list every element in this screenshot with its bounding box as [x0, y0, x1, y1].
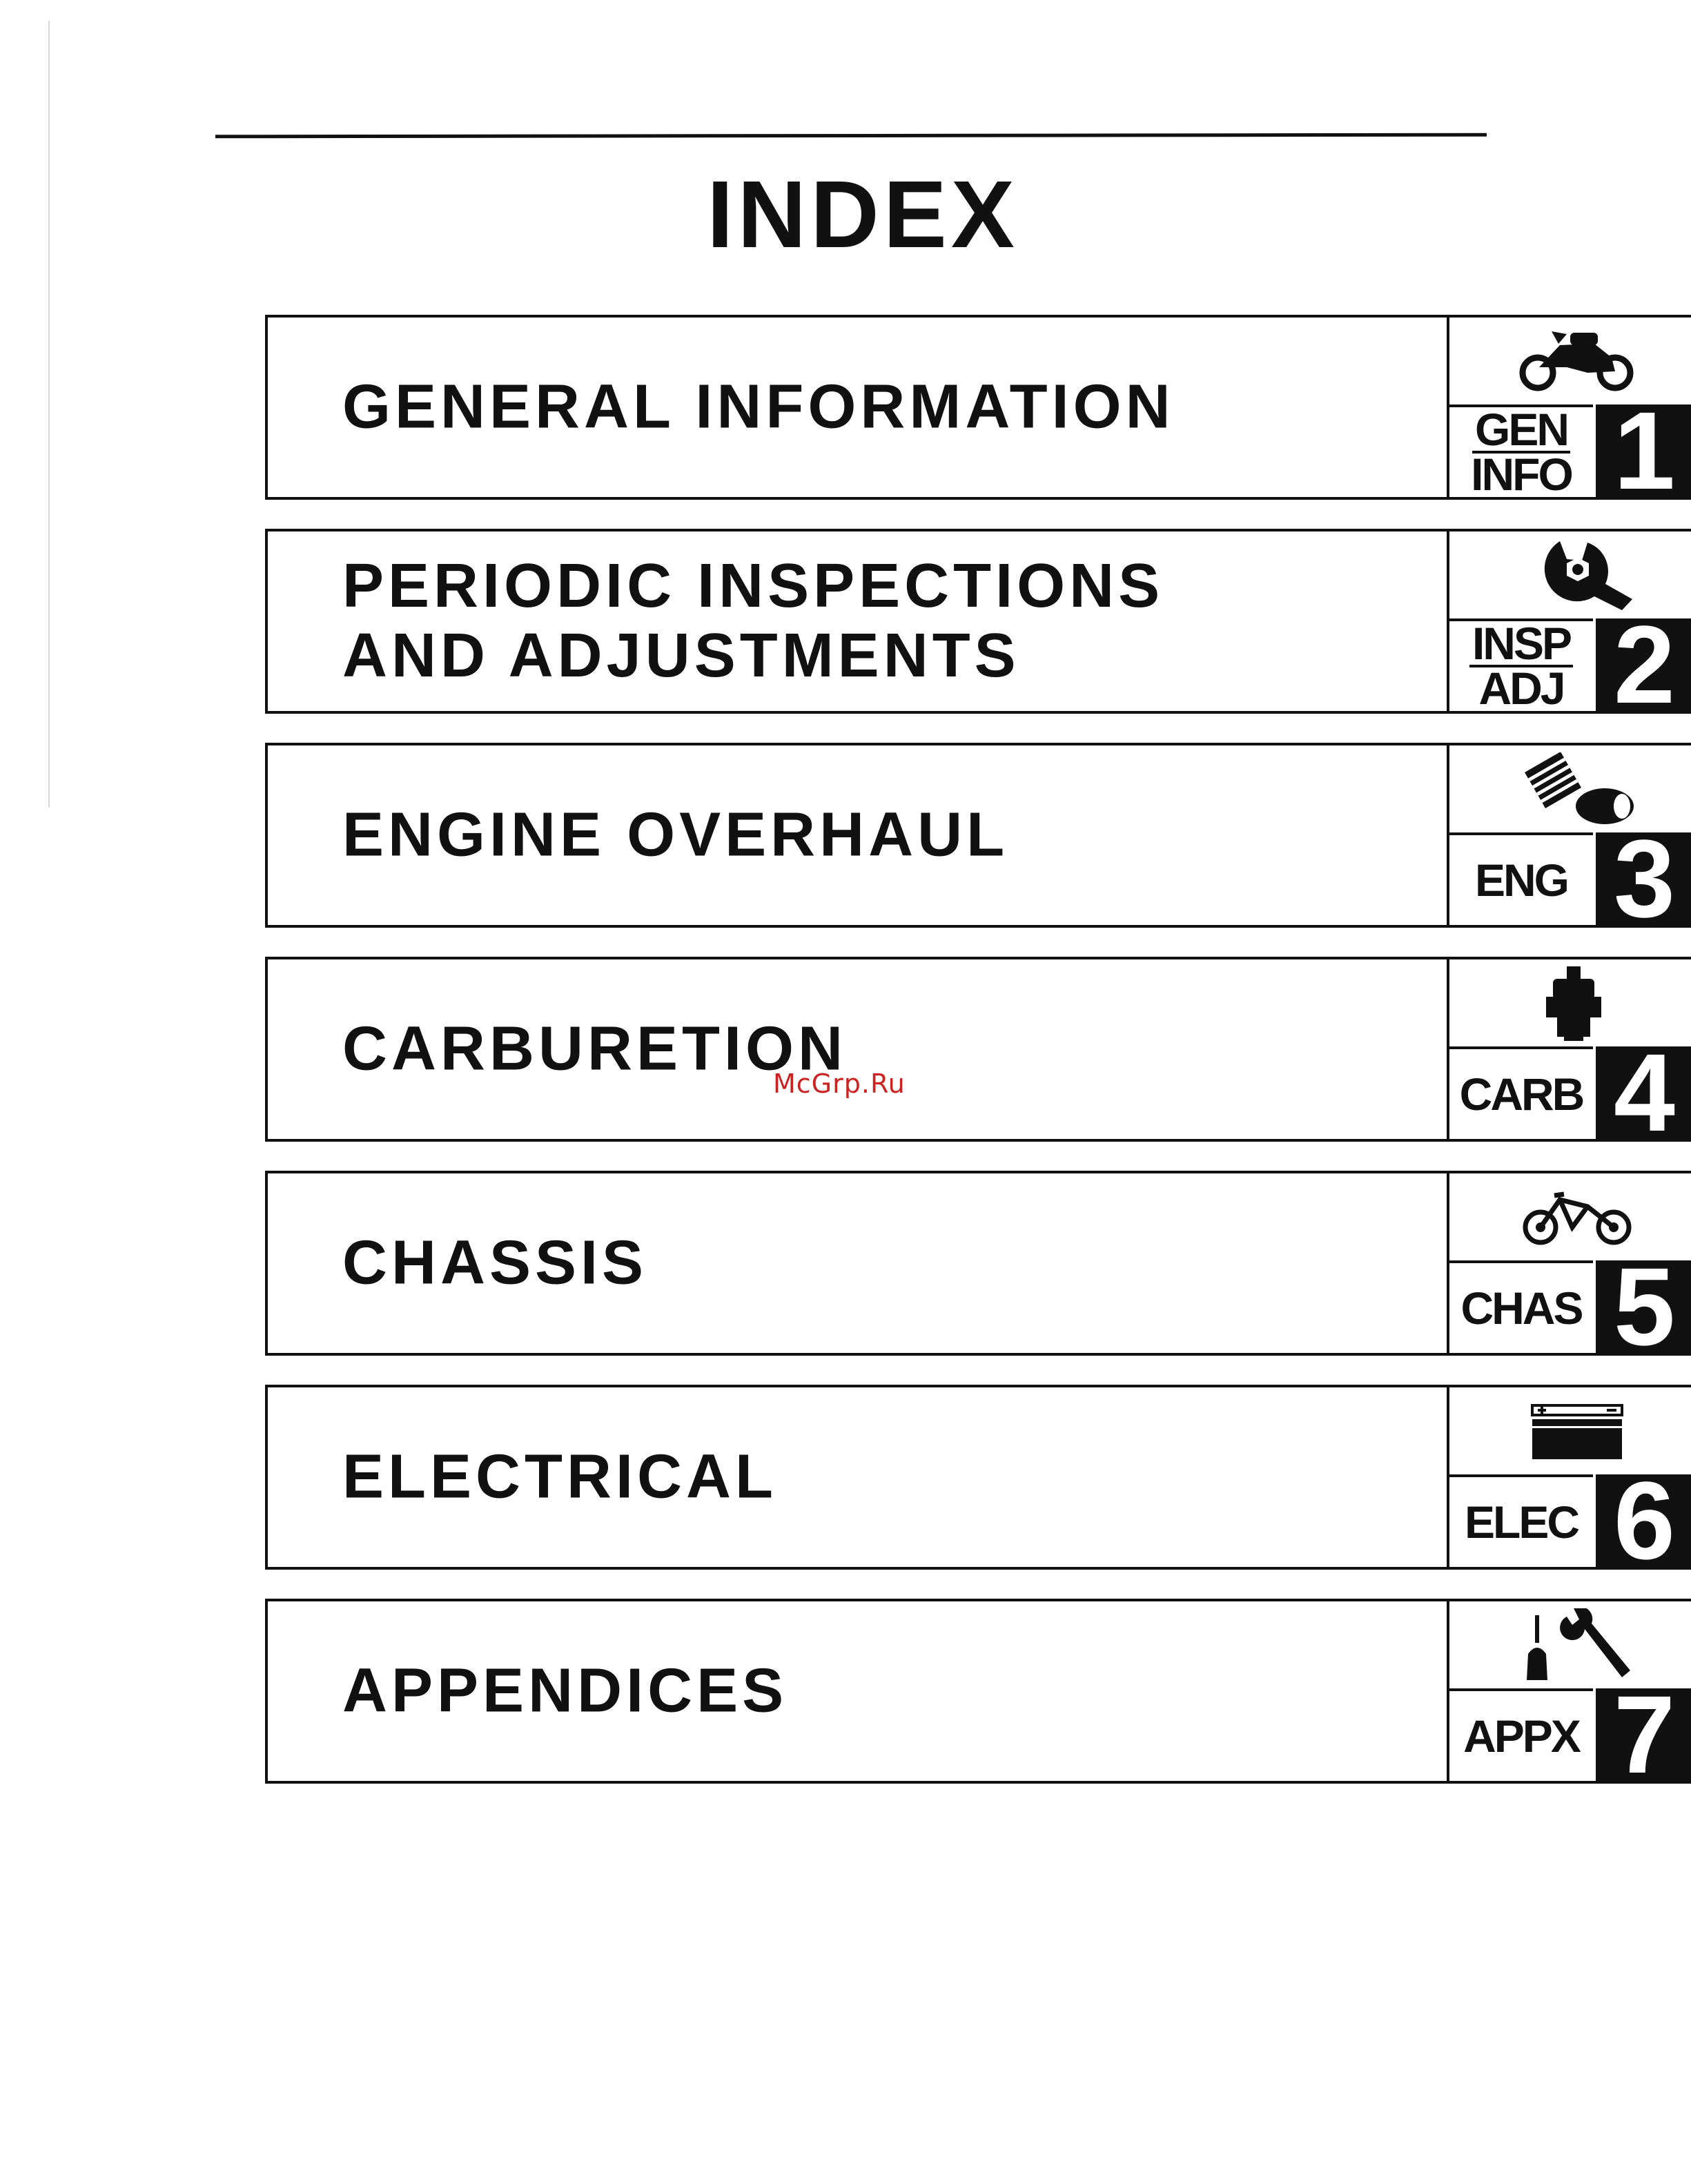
section-title: CHASSIS	[342, 1228, 648, 1298]
tools-icon	[1518, 1608, 1636, 1683]
section-title: CARBURETION	[342, 1014, 847, 1084]
section-title: ENGINE OVERHAUL	[342, 800, 1009, 870]
scan-edge	[48, 21, 50, 808]
section-appendices[interactable]	[265, 1599, 1691, 1784]
section-engine-overhaul[interactable]	[265, 743, 1691, 928]
page-title: INDEX	[707, 162, 1019, 268]
tab-label-line1: GEN	[1472, 409, 1570, 454]
section-tab[interactable]	[1447, 1599, 1691, 1784]
carburetor-icon	[1518, 966, 1636, 1041]
tab-number: 1	[1596, 404, 1691, 497]
tab-number: 7	[1596, 1688, 1691, 1781]
tab-label	[1449, 618, 1593, 714]
section-tab[interactable]	[1447, 1385, 1691, 1570]
section-tab[interactable]	[1447, 1171, 1691, 1356]
section-chassis[interactable]	[265, 1171, 1691, 1356]
section-tab[interactable]	[1447, 529, 1691, 714]
tab-number: 5	[1596, 1260, 1691, 1353]
tab-number: 3	[1596, 832, 1691, 925]
section-electrical[interactable]	[265, 1385, 1691, 1570]
engine-icon	[1518, 752, 1636, 827]
section-tab[interactable]	[1447, 957, 1691, 1142]
section-periodic-inspections[interactable]	[265, 529, 1691, 714]
tab-label: ENG	[1449, 832, 1593, 925]
battery-icon	[1518, 1394, 1636, 1469]
motorcycle-icon	[1518, 324, 1636, 399]
section-tab[interactable]	[1447, 315, 1691, 500]
watermark: McGrp.Ru	[773, 1069, 906, 1099]
tab-label-line2: INFO	[1471, 449, 1572, 500]
tab-label: APPX	[1449, 1688, 1593, 1781]
top-rule	[215, 133, 1487, 139]
wrench-icon	[1518, 538, 1636, 613]
section-title: PERIODIC INSPECTIONS AND ADJUSTMENTS	[342, 552, 1164, 690]
tab-number: 4	[1596, 1046, 1691, 1139]
section-carburetion[interactable]	[265, 957, 1691, 1142]
section-title: APPENDICES	[342, 1656, 788, 1726]
section-title: GENERAL INFORMATION	[342, 372, 1175, 442]
tab-label: ELEC	[1449, 1474, 1593, 1567]
tab-label	[1449, 404, 1593, 500]
section-title: ELECTRICAL	[342, 1442, 777, 1512]
tab-label-line2: ADJ	[1478, 663, 1564, 714]
chassis-bike-icon	[1518, 1180, 1636, 1255]
tab-label: CHAS	[1449, 1260, 1593, 1353]
section-tab[interactable]	[1447, 743, 1691, 928]
tab-label: CARB	[1449, 1046, 1593, 1139]
section-general-information[interactable]	[265, 315, 1691, 500]
tab-number: 2	[1596, 618, 1691, 711]
tab-label-line1: INSP	[1469, 623, 1573, 667]
tab-number: 6	[1596, 1474, 1691, 1567]
